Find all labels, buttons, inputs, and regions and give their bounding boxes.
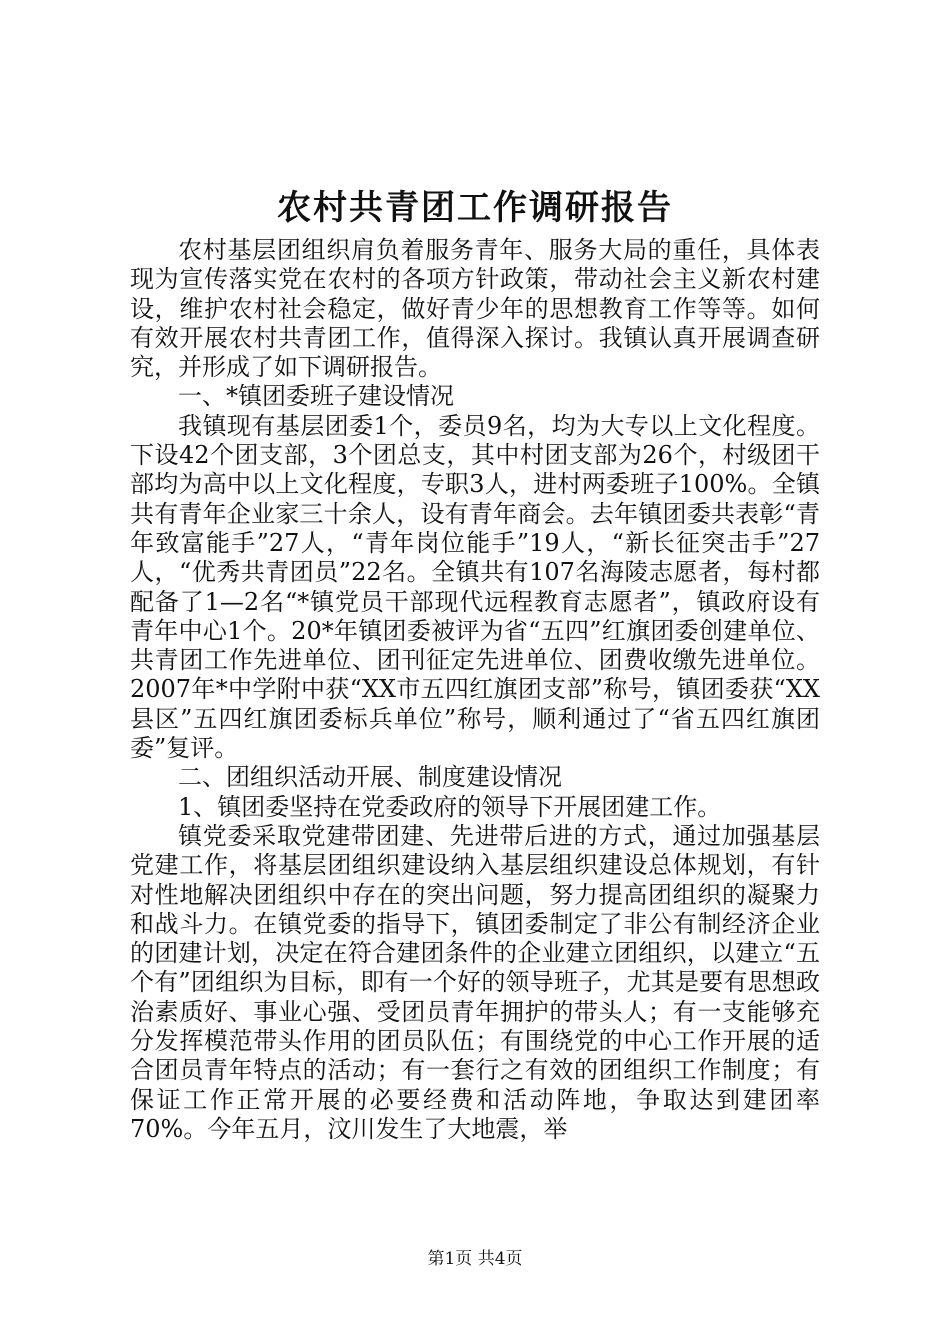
section-heading-2: 二、团组织活动开展、制度建设情况: [178, 763, 562, 792]
subsection-heading-1: 1、镇团委坚持在党委政府的领导下开展团建工作。: [178, 792, 722, 821]
document-body: [130, 236, 820, 1144]
body-paragraph: 镇党委采取党建带团建、先进带后进的方式，通过加强基层党建工作，将基层团组织建设纳入基层组织建设总体规划，有针对性地解决团组织中存在的突出问题，努力提高团组织的凝聚力和战斗力。在镇党委的指导下，镇团委制定了非公有制经济企业的团建计划，决定在符合建团条件的企业建立团组织，以建立“五个有”团组织为目标，即有一个好的领导班子，尤其是要有思想政治素质好、事业心强、受团员青年拥护的带头人；有一支能够充分发挥模范带头作用的团员队伍；有围绕党的中心工作开展的适合团员青年特点的活动；有一套行之有效的团组织工作制度；有保证工作正常开展的必要经费和活动阵地，争取达到建团率70%。今年五月，汶川发生了大地震，举: [130, 821, 820, 1143]
section-heading-1: 一、*镇团委班子建设情况: [178, 382, 454, 411]
page-footer: 第1页 共4页: [427, 1249, 523, 1269]
intro-paragraph: 农村基层团组织肩负着服务青年、服务大局的重任，具体表现为宣传落实党在农村的各项方针政策，带动社会主义新农村建设，维护农村社会稳定，做好青少年的思想教育工作等等。如何有效开展农村共青团工作，值得深入探讨。我镇认真开展调查研究，并形成了如下调研报告。: [130, 236, 820, 382]
body-paragraph: 我镇现有基层团委1个，委员9名，均为大专以上文化程度。下设42个团支部，3个团总支，其中村团支部为26个，村级团干部均为高中以上文化程度，专职3人，进村两委班子100%。全镇共有青年企业家三十余人，设有青年商会。去年镇团委共表彰“青年致富能手”27人，“青年岗位能手”19人，“新长征突击手”27人，“优秀共青团员”22名。全镇共有107名海陵志愿者，每村都配备了1—2名“*镇党员干部现代远程教育志愿者”，镇政府设有青年中心1个。20*年镇团委被评为省“五四”红旗团委创建单位、共青团工作先进单位、团刊征定先进单位、团费收缴先进单位。2007年*中学附中获“XX市五四红旗团支部”称号，镇团委获“XX县区”五四红旗团委标兵单位”称号，顺利通过了“省五四红旗团委”复评。: [130, 411, 820, 763]
document-title: 农村共青团工作调研报告: [277, 188, 673, 228]
